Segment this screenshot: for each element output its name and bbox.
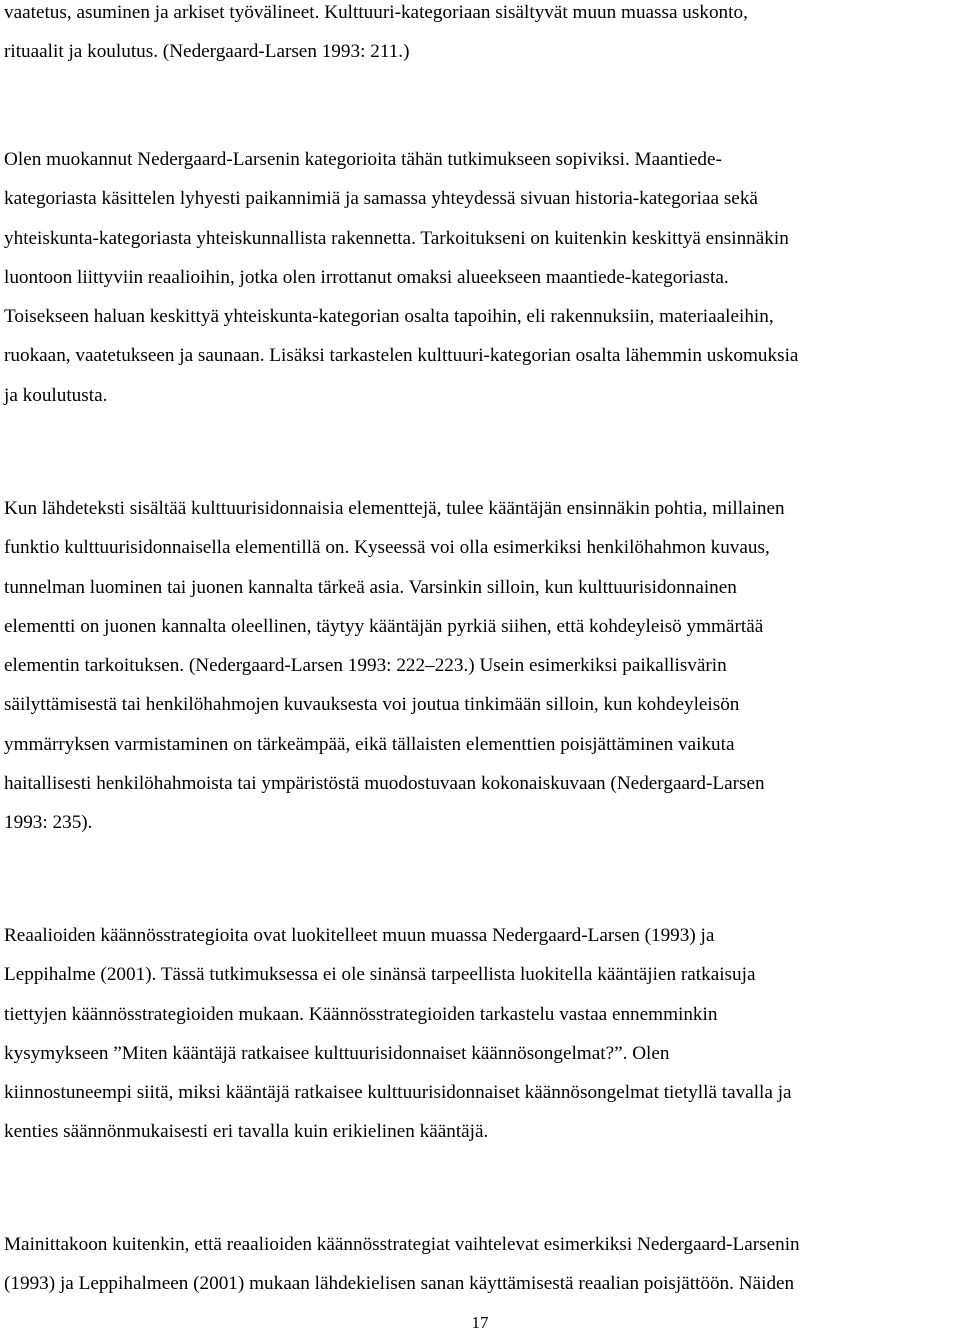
text-line: tiettyjen käännösstrategioiden mukaan. Käännösstrategioiden tarkastelu vastaa ennemminkin bbox=[4, 1003, 718, 1025]
text-line: elementin tarkoituksen. (Nedergaard-Larsen 1993: 222–223.) Usein esimerkiksi paikallisvärin bbox=[4, 655, 727, 677]
paragraph-2 bbox=[4, 140, 956, 415]
text-line: ymmärryksen varmistaminen on tärkeämpää, eikä tällaisten elementtien poisjättäminen vaikuta bbox=[4, 733, 735, 755]
text-line: kiinnostuneempi siitä, miksi kääntäjä ratkaisee kulttuurisidonnaiset käännösongelmat tietyllä tavalla ja bbox=[4, 1082, 792, 1104]
text-line: yhteiskunta-kategoriasta yhteiskunnallista rakennetta. Tarkoitukseni on kuitenkin keskittyä ensinnäkin bbox=[4, 227, 789, 249]
text-line: kysymykseen ”Miten kääntäjä ratkaisee kulttuurisidonnaiset käännösongelmat?”. Olen bbox=[4, 1042, 670, 1064]
paragraph-3 bbox=[4, 489, 956, 843]
page-number: 17 bbox=[471, 1313, 489, 1332]
text-line: Leppihalme (2001). Tässä tutkimuksessa ei ole sinänsä tarpeellista luokitella kääntäjien ratkaisuja bbox=[4, 964, 756, 986]
text-line: Kun lähdeteksti sisältää kulttuurisidonnaisia elementtejä, tulee kääntäjän ensinnäkin pohtia, millainen bbox=[4, 498, 785, 519]
text-line: ruokaan, vaatetukseen ja saunaan. Lisäksi tarkastelen kulttuuri-kategorian osalta lähemmin uskomuksia bbox=[4, 345, 799, 367]
text-line: haitallisesti henkilöhahmoista tai ympäristöstä muodostuvaan kokonaiskuvaan (Nedergaard-Larsen bbox=[4, 773, 765, 795]
text-line: rituaalit ja koulutus. (Nedergaard-Larsen 1993: 211.) bbox=[4, 41, 410, 63]
text-line: tunnelman luominen tai juonen kannalta tärkeä asia. Varsinkin silloin, kun kulttuurisidonnainen bbox=[4, 576, 737, 598]
paragraph-5 bbox=[4, 1225, 956, 1304]
text-line: elementti on juonen kannalta oleellinen, täytyy kääntäjän pyrkiä siihen, että kohdeyleisö ymmärtää bbox=[4, 615, 764, 637]
text-line: kategoriasta käsittelen lyhyesti paikannimiä ja samassa yhteydessä sivuan historia-kategoriaa sekä bbox=[4, 188, 758, 210]
text-line: Mainittakoon kuitenkin, että reaalioiden käännösstrategiat vaihtelevat esimerkiksi Nedergaard-Larsenin bbox=[4, 1234, 800, 1255]
text-line: Olen muokannut Nedergaard-Larsenin kategorioita tähän tutkimukseen sopiviksi. Maantiede- bbox=[4, 149, 722, 170]
text-line: säilyttämisestä tai henkilöhahmojen kuvauksesta voi joutua tinkimään silloin, kun kohdeyleisön bbox=[4, 694, 740, 716]
text-line: luontoon liittyviin reaalioihin, jotka olen irrottanut omaksi alueekseen maantiede-kategoriasta. bbox=[4, 266, 729, 288]
document-page bbox=[4, 0, 956, 1339]
paragraph-4 bbox=[4, 916, 956, 1152]
text-line: funktio kulttuurisidonnaisella elementillä on. Kyseessä voi olla esimerkiksi henkilöhahmon kuvaus, bbox=[4, 537, 770, 559]
text-line: ja koulutusta. bbox=[4, 384, 108, 406]
text-line: (1993) ja Leppihalmeen (2001) mukaan lähdekielisen sanan käyttämisestä reaalian poisjättöön. Näiden bbox=[4, 1273, 795, 1295]
text-line: Reaalioiden käännösstrategioita ovat luokitelleet muun muassa Nedergaard-Larsen (1993) ja bbox=[4, 925, 715, 946]
text-line: kenties säännönmukaisesti eri tavalla kuin erikielinen kääntäjä. bbox=[4, 1121, 489, 1143]
text-line: 1993: 235). bbox=[4, 812, 93, 834]
text-line: Toisekseen haluan keskittyä yhteiskunta-kategorian osalta tapoihin, eli rakennuksiin, materiaaleihin, bbox=[4, 306, 774, 328]
paragraph-1 bbox=[4, 0, 956, 72]
text-line: vaatetus, asuminen ja arkiset työvälineet. Kulttuuri-kategoriaan sisältyvät muun muassa uskonto, bbox=[4, 2, 748, 23]
